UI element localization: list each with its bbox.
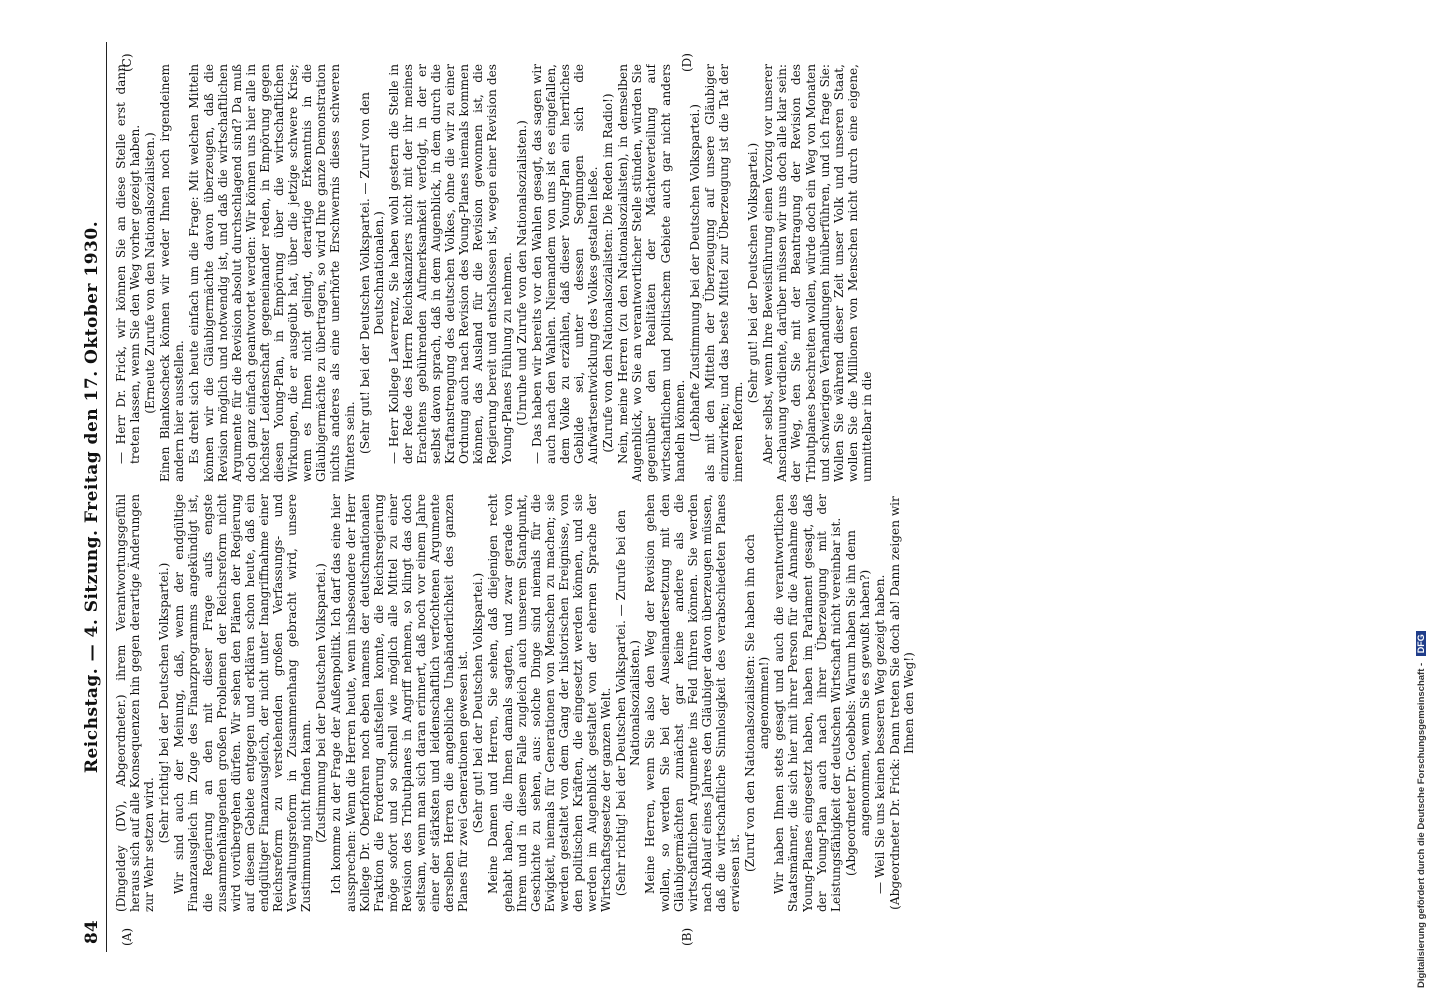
right-column	[114, 64, 1324, 482]
left-column-paragraph: (Zuruf von den Nationalsozialisten: Sie haben ihn doch angenommen!)	[743, 534, 772, 872]
page-header	[80, 42, 108, 952]
left-column-paragraph: (Zustimmung bei der Deutschen Volkspartei.)	[314, 563, 329, 843]
right-column-paragraph: — Herr Dr. Frick, wir können Sie an diese Stelle erst dann treten lassen, wenn Sie den Weg vorher gezeigt haben.	[114, 64, 143, 464]
header-rule	[106, 42, 107, 952]
credit-text: Digitalisierung gefördert durch die Deutsche Forschungsgemeinschaft -	[1416, 662, 1427, 988]
left-column-paragraph: Meine Damen und Herren, Sie sehen, daß diejenigen recht gehabt haben, die Ihnen damals sagten, und zwar gerade von Ihrem und in diesem Falle zugleich auch unserem Standpunkt, Geschichte zu sehen, aus: solche Dinge sind niemals für die Ewigkeit, niemals für Generationen von Menschen zu machen; sie werden gestaltet von dem Gang der historischen Ereignisse, von den politischen Kräften, die eingesetzt werden können, und sie werden im Augenblick gestaltet von der ehernen Sprache der Wirtschaftsgesetze der ganzen Welt.	[486, 494, 614, 912]
digitization-credit	[1416, 8, 1430, 992]
left-column-paragraph: Wir sind auch der Meinung, daß, wenn der endgültige Finanzausgleich im Zuge des Finanzprogramms angekündigt ist, die Regierung an den mit dieser Frage aufs engste zusammenhängenden großen Problemen der Reichsreform nicht wird vorübergehen dürfen. Wir sehen den Plänen der Regierung auf diesem Gebiete entgegen und erklären schon heute, daß ein endgültiger Finanzausgleich, der nicht unter Inangriffnahme einer Reichsreform zu verstehenden großen Verfassungs- und Verwaltungsreform in Zusammenhang gebracht wird, unsere Zustimmung nicht finden kann.	[172, 494, 314, 912]
left-column-paragraph: Ich komme zu der Frage der Außenpolitik. Ich darf das eine hier aussprechen: Wenn die Herren heute, wenn insbesondere der Herr Kollege Dr. Oberfohren noch eben namens der deutschnationalen Fraktion die Forderung aufstellen konnte, die Reichsregierung möge sofort und so schnell wie möglich alle Mittel zu einer Revision des Tributplanes in Angriff nehmen, so klingt das doch seltsam, wenn man sich daran erinnert, daß noch vor einem Jahre einer der stärksten und leidenschaftlich verfochtenen Argumente derselben Herren die angebliche Unabänderlichkeit des ganzen Planes für zwei Generationen gewesen ist.	[329, 494, 471, 912]
right-column-paragraph: (Unruhe und Zurufe von den Nationalsozialisten.)	[514, 120, 529, 426]
right-column-paragraph: — Herr Kollege Laverrenz, Sie haben wohl gestern die Stelle in der Rede des Herrn Reichskanzlers nicht mit der ihr meines Erachtens gebührenden Aufmerksamkeit verfolgt, in der er selbst davon sprach, daß in dem Augenblick, in dem durch die Kraftanstrengung des deutschen Volkes, ohne die wir zu einer Ordnung auch nach Revision des Young-Planes niemals kommen können, das Ausland für die Revision gewonnen ist, die Regierung bereit und entschlossen ist, wegen einer Revision des Young-Planes Fühlung zu nehmen.	[386, 64, 514, 464]
margin-mark-c: (C)	[120, 53, 134, 72]
right-column-paragraph: (Sehr gut! bei der Deutschen Volkspartei. — Zuruf von den Deutschnationalen.)	[357, 92, 386, 454]
left-column-paragraph: (Sehr gut! bei der Deutschen Volkspartei.)	[471, 572, 486, 834]
right-column-paragraph: (Erneute Zurufe von den Nationalsozialisten.)	[143, 132, 158, 414]
right-column-paragraph: als mit den Mitteln der Überzeugung auf unsere Gläubiger einzuwirken; und das beste Mittel zur Überzeugung ist die Tat der inneren Reform.	[702, 64, 746, 482]
right-column-paragraph: (Lebhafte Zustimmung bei der Deutschen Volkspartei.)	[687, 104, 702, 442]
left-column	[114, 494, 1324, 912]
left-column-paragraph: (Abgeordneter Dr. Goebbels: Warum haben Sie ihn denn angenommen, wenn Sie es gewußt haben?)	[843, 530, 872, 876]
margin-mark-b: (B)	[680, 927, 694, 946]
left-column-paragraph: (Abgeordneter Dr. Frick: Dann treten Sie doch ab! Dann zeigen wir Ihnen den Weg!)	[888, 496, 917, 910]
right-column-paragraph: Einen Blankoscheck können wir weder Ihnen noch irgendeinem andern hier ausstellen.	[158, 64, 187, 482]
left-column-paragraph: — Weil Sie uns keinen besseren Weg gezeigt haben.	[872, 574, 887, 894]
right-column-paragraph: Aber selbst, wenn Ihre Beweisführung einen Vorzug vor unserer Anschauung verdiente, darüber müssen wir uns doch alle klar sein: der Weg, den Sie mit der Beantragung der Revision des Tributplanes beschreiten wollen, würde doch ein Weg von Monaten und schwierigen Verhandlungen hinüberführen, und ich frage Sie: Wollen Sie während dieser Zeit unser Volk und unseren Staat, wollen Sie die Millionen von Menschen nicht durch eine eigene, unmittelbar in die	[761, 64, 874, 482]
right-column-paragraph: (Zurufe von den Nationalsozialisten: Die Reden im Radio!)	[601, 93, 616, 453]
left-column-paragraph: (Sehr richtig! bei der Deutschen Volkspartei. — Zurufe bei den Nationalsozialisten.)	[614, 509, 643, 897]
margin-mark-a: (A)	[120, 927, 134, 946]
left-column-paragraph: (Sehr richtig! bei der Deutschen Volkspartei.)	[157, 562, 172, 844]
right-column-paragraph: (Sehr gut! bei der Deutschen Volkspartei.)	[746, 142, 761, 404]
left-column-paragraph: Wir haben Ihnen stets gesagt und auch die verantwortlichen Staatsmänner, die sich hier mit ihrer Person für die Annahme des Young-Planes eingesetzt haben, haben im Parlament gesagt, daß der Young-Plan auch nach ihrer Überzeugung mit der Leistungsfähigkeit der deutschen Wirtschaft nicht vereinbar ist.	[772, 494, 843, 912]
right-column-paragraph: — Das haben wir bereits vor den Wahlen gesagt, das sagen wir auch nach den Wahlen. Niemandem von uns ist es eingefallen, dem Volke zu erzählen, daß dieser Young-Plan ein herrliches Gebilde sei, unter dessen Segnungen sich die Aufwärtsentwicklung des Volkes gestalten ließe.	[529, 64, 601, 464]
running-title: Reichstag. — 4. Sitzung. Freitag den 17. Oktober 1930.	[82, 220, 102, 774]
dfg-logo: DFG	[1416, 631, 1426, 656]
left-column-paragraph: Meine Herren, wenn Sie also den Weg der Revision gehen wollen, so werden Sie bei der Auseinandersetzung mit den Gläubigermächten zunächst gar keine andere als die wirtschaftlichen Argumente ins Feld führen können. Sie werden nach Ablauf eines Jahres den Gläubiger davon überzeugen müssen, daß die wirtschaftliche Sinnlosigkeit des verabschiedeten Planes erwiesen ist.	[643, 494, 743, 912]
left-column-paragraph: (Dingeldey (DV), Abgeordneter.) ihrem Verantwortungsgefühl heraus sich auf alle Konsequenzen hin gegen derartige Änderungen zur Wehr setzen wird.	[114, 494, 157, 912]
page-number: 84	[82, 920, 102, 944]
margin-mark-d: (D)	[680, 53, 694, 72]
right-column-paragraph: Es dreht sich heute einfach um die Frage: Mit welchen Mitteln können wir die Gläubigermächte davon überzeugen, daß die Revision möglich und notwendig ist, und daß die wirtschaftlichen Argumente für die Revision absolut durchschlagend sind? Da muß doch ganz einfach geantwortet werden: Wir können uns hier alle in höchster Leidenschaft gegeneinander reden, in Empörung gegen diesen Young-Plan, in Empörung über die wirtschaftlichen Wirkungen, die er ausgeübt hat, über die jetzige schwere Krise; wenn es Ihnen nicht gelingt, derartige Erkenntnis in die Gläubigermächte zu übertragen, so wird Ihre ganze Demonstration nichts anderes als eine unerhörte Erschwernis dieses schweren Winters sein.	[187, 64, 357, 482]
rotated-page	[80, 42, 1340, 952]
right-column-paragraph: Nein, meine Herren (zu den Nationalsozialisten), in demselben Augenblick, wo Sie an verantwortlicher Stelle stünden, würden Sie gegenüber den Realitäten der Mächteverteilung auf wirtschaftlichem und politischem Gebiete auch gar nicht anders handeln können.	[616, 64, 687, 482]
